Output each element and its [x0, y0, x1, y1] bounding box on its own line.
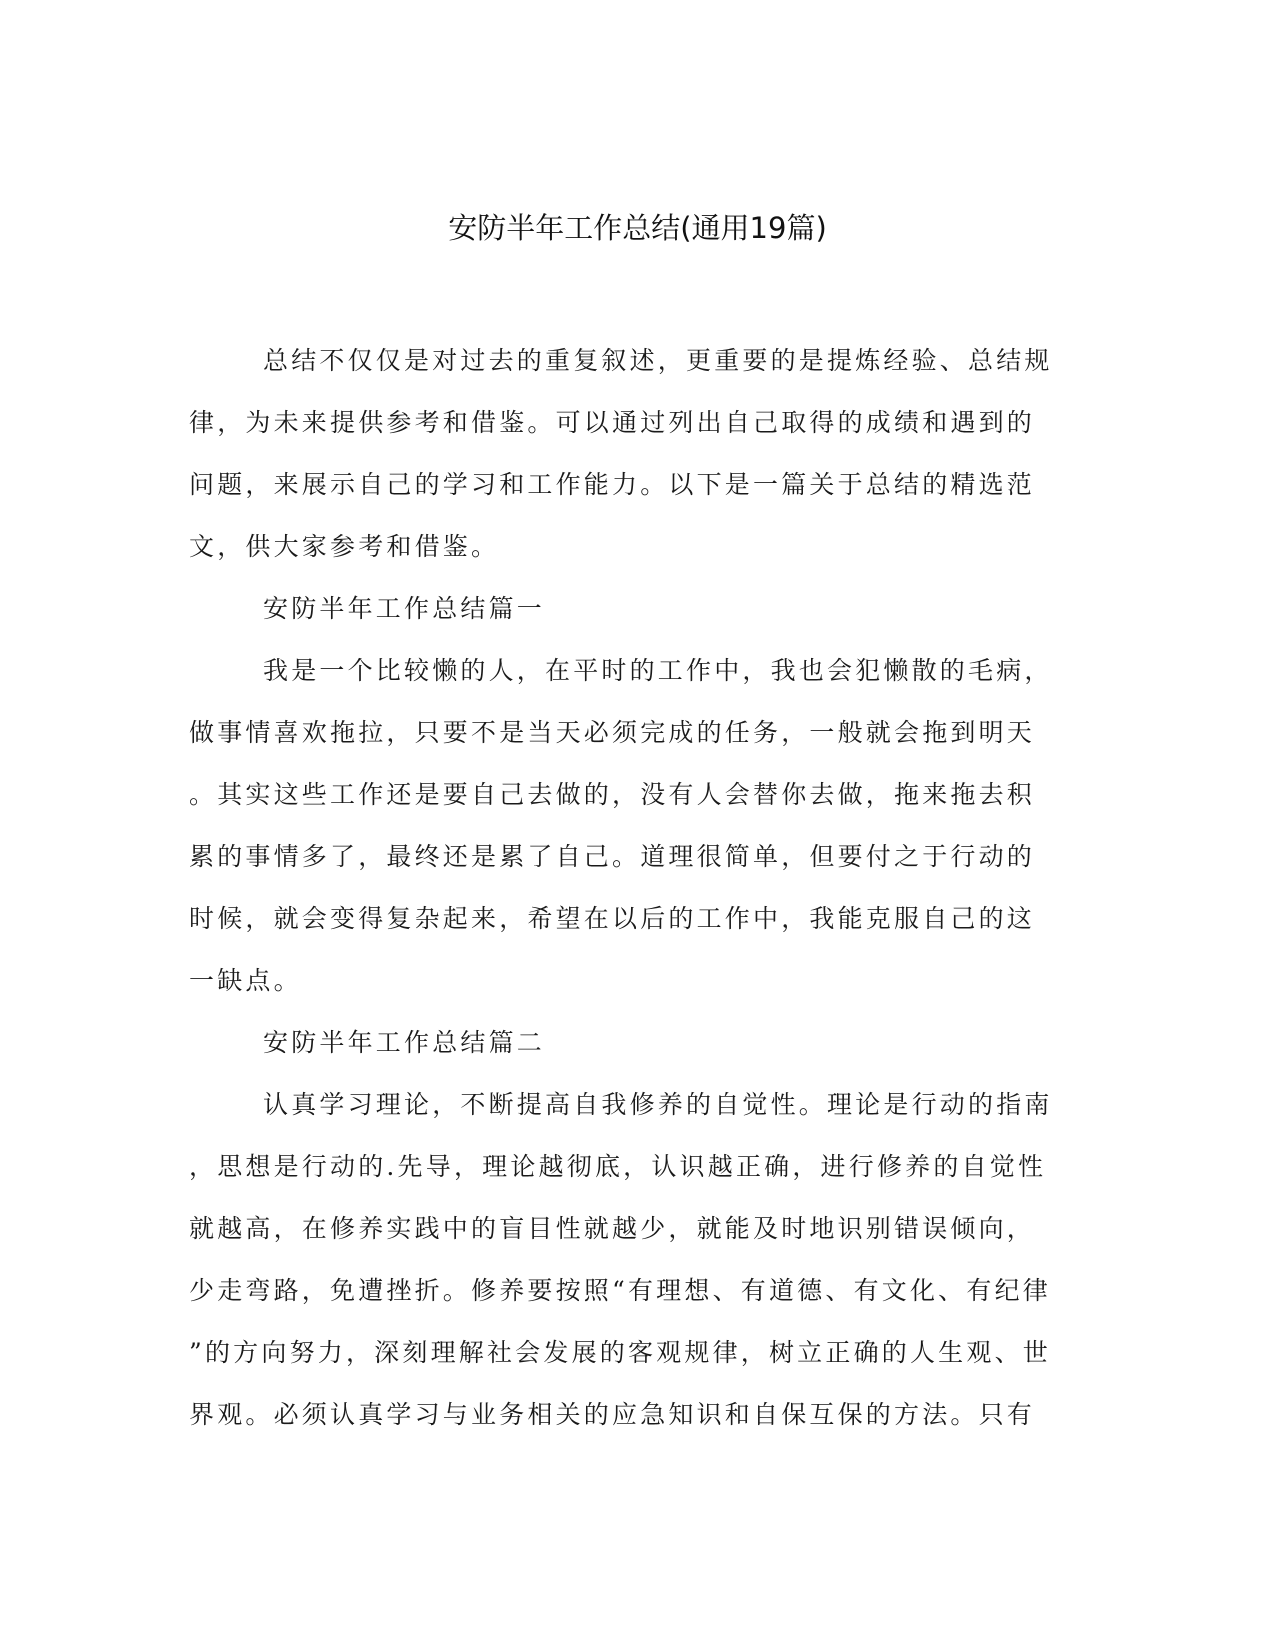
- paragraph-line: 累的事情多了，最终还是累了自己。道理很简单，但要付之于行动的: [189, 842, 1036, 871]
- paragraph-line: 我是一个比较懒的人，在平时的工作中，我也会犯懒散的毛病，: [263, 656, 1053, 685]
- paragraph-line: 问题，来展示自己的学习和工作能力。以下是一篇关于总结的精选范: [189, 470, 1036, 499]
- paragraph-line: ，思想是行动的.先导，理论越彻底，认识越正确，进行修养的自觉性: [189, 1152, 1047, 1181]
- paragraph-line: 文，供大家参考和借鉴。: [189, 532, 500, 561]
- paragraph-line: 就越高，在修养实践中的盲目性就越少，就能及时地识别错误倾向，: [189, 1214, 1036, 1243]
- paragraph-line: 认真学习理论，不断提高自我修养的自觉性。理论是行动的指南: [263, 1090, 1053, 1119]
- paragraph-line: 。其实这些工作还是要自己去做的，没有人会替你去做，拖来拖去积: [189, 780, 1036, 809]
- paragraph-line: 做事情喜欢拖拉，只要不是当天必须完成的任务，一般就会拖到明天: [189, 718, 1036, 747]
- document-title: 安防半年工作总结(通用19篇): [448, 211, 827, 245]
- paragraph-line: 律，为未来提供参考和借鉴。可以通过列出自己取得的成绩和遇到的: [189, 408, 1036, 437]
- paragraph-line: 一缺点。: [189, 966, 302, 995]
- paragraph-line: 总结不仅仅是对过去的重复叙述，更重要的是提炼经验、总结规: [263, 346, 1053, 375]
- section-heading: 安防半年工作总结篇二: [263, 1028, 546, 1057]
- paragraph-line: ”的方向努力，深刻理解社会发展的客观规律，树立正确的人生观、世: [189, 1338, 1051, 1367]
- paragraph-line: 时候，就会变得复杂起来，希望在以后的工作中，我能克服自己的这: [189, 904, 1036, 933]
- document-body: [189, 330, 1069, 1446]
- paragraph-line: 少走弯路，免遭挫折。修养要按照“有理想、有道德、有文化、有纪律: [189, 1276, 1051, 1305]
- section-heading: 安防半年工作总结篇一: [263, 594, 546, 623]
- paragraph-line: 界观。必须认真学习与业务相关的应急知识和自保互保的方法。只有: [189, 1400, 1036, 1429]
